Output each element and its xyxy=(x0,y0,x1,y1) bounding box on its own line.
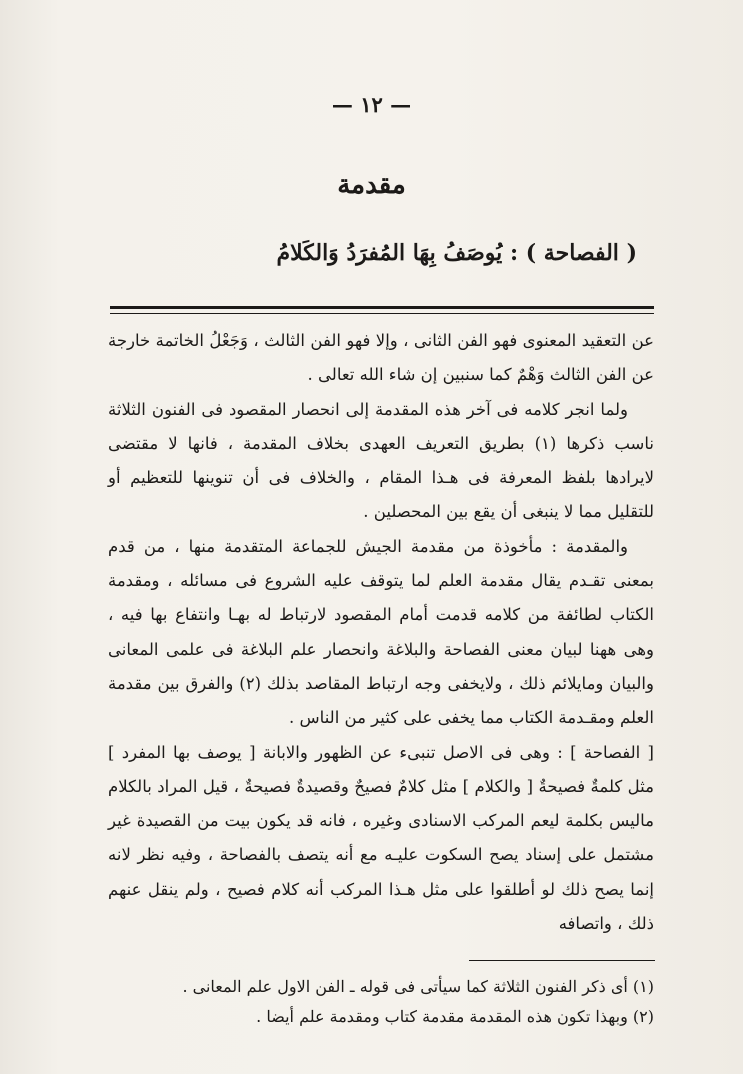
header-rule-thick xyxy=(110,306,654,309)
footnote-separator xyxy=(469,960,655,961)
paragraph: [ الفصاحة ] : وهى فى الاصل تنبىء عن الظهور والابانة [ يوصف بها المفرد ] مثل كلمةٌ فصيحةٌ [ والكلام ] مثل كلامٌ فصيحٌ وقصيدةٌ فصيحةٌ ، قيل المراد بالكلام ماليس بكلمة ليعم المركب الاسنادى وغيره ، فانه قد يكون بيت من القصيدة غير مشتمل على إسناد يصح السكوت عليـه مع أنه يتصف بالفصاحة ، وفيه نظر لانه إنما يصح ذلك لو أطلقوا على مثل هـذا المركب أنه كلام فصيح ، ولم ينقل عنهم ذلك ، واتصافه xyxy=(108,742,654,934)
paragraph: والمقدمة : مأخوذة من مقدمة الجيش للجماعة المتقدمة منها ، من قدم بمعنى تقـدم يقال مقدمة العلم لما يتوقف عليه الشروع فى مسائله ، ومقدمة الكتاب لطائفة من كلامه قدمت أمام المقصود لارتباط له بهـا وانتفاع بها فيه ، وهى ههنا لبيان معنى الفصاحة والبلاغة وانحصار علم البلاغة فى علمى المعانى والبيان ومايلائم ذلك ، ولايخفى وجه ارتباط المقاصد بذلك (٢) والفرق بين مقدمة العلم ومقـدمة الكتاب مما يخفى على كثير من الناس . xyxy=(108,536,654,728)
header-rule-thin xyxy=(110,313,654,314)
footnote: (٢) وبهذا تكون هذه المقدمة مقدمة كتاب ومقدمة علم أيضا . xyxy=(256,1007,654,1026)
section-subtitle: ( الفصاحة ) : يُوصَفُ بِهَا المُفرَدُ وَالكَلامُ xyxy=(276,240,637,266)
paragraph: ولما انجر كلامه فى آخر هذه المقدمة إلى انحصار المقصود فى الفنون الثلاثة ناسب ذكرها (١) بطريق التعريف العهدى بخلاف المقدمة ، فانها لا مقتضى لايرادها بلفظ المعرفة فى هـذا المقام ، والخلاف فى أن تنوينها للتعظيم أو للتقليل مما لا ينبغى أن يقع بين المحصلين . xyxy=(108,399,654,522)
main-text xyxy=(108,324,654,941)
page-number: — ١٢ — xyxy=(331,92,412,117)
footnotes xyxy=(108,972,654,1032)
paragraph: عن التعقيد المعنوى فهو الفن الثانى ، وإلا فهو الفن الثالث ، وَجَعْلُ الخاتمة خارجة عن الفن الثالث وَهْمٌ كما سنبين إن شاء الله تعالى . xyxy=(108,331,654,385)
section-title: مقدمة xyxy=(337,170,406,200)
footnote: (١) أى ذكر الفنون الثلاثة كما سيأتى فى قوله ـ الفن الاول علم المعانى . xyxy=(182,977,654,996)
